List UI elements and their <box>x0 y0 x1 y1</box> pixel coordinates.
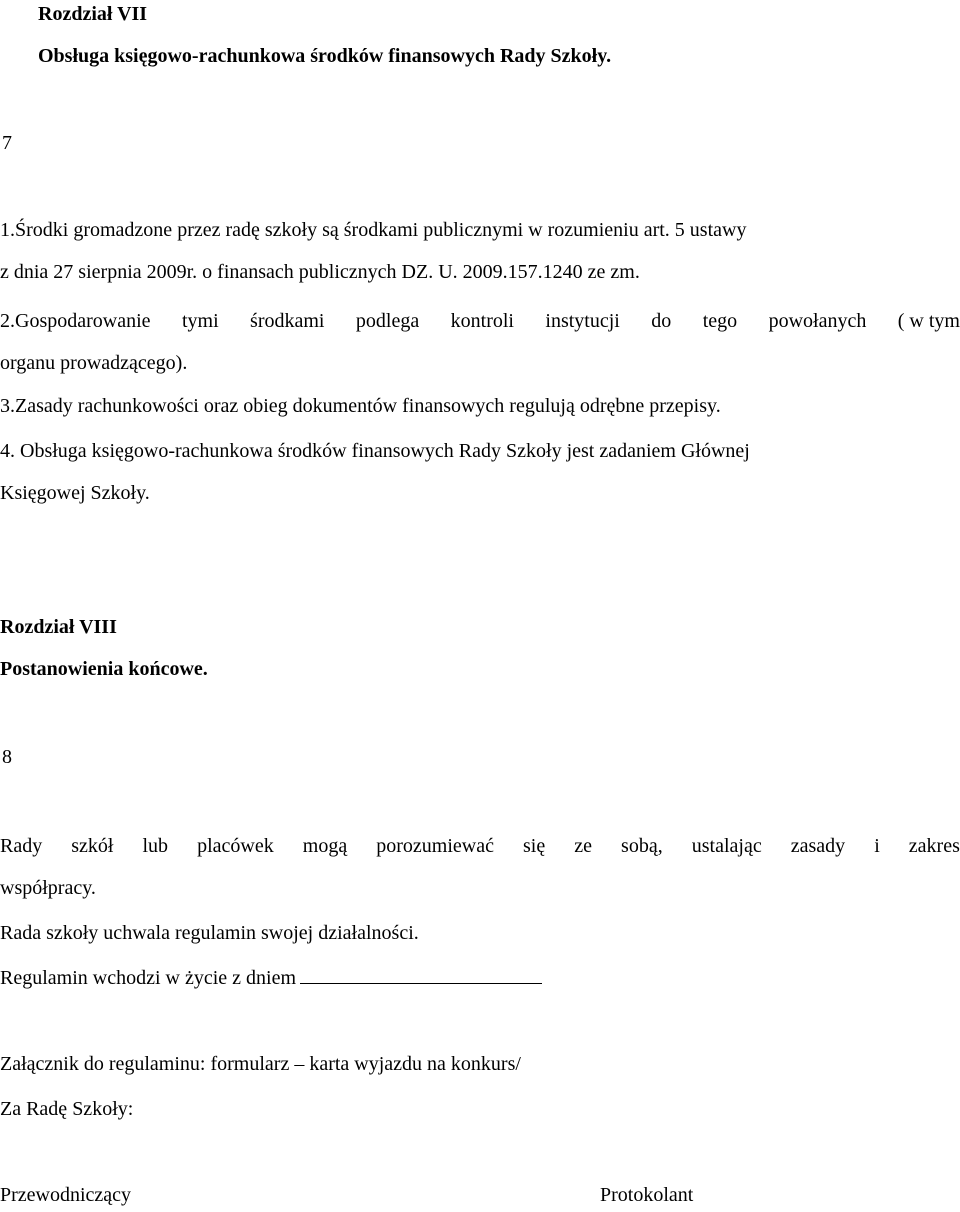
effective-date-blank-line <box>300 965 542 984</box>
word: Rady <box>0 835 43 857</box>
word: i <box>874 835 880 857</box>
section-7-mark <box>2 131 12 155</box>
paragraph-8-2: Rada szkoły uchwala regulamin swojej działalności. <box>0 922 419 944</box>
word: środkami <box>250 310 325 332</box>
effective-date-text: Regulamin wchodzi w życie z dniem <box>0 967 297 989</box>
word: szkół <box>71 835 114 857</box>
chapter-8-heading: Rozdział VIII <box>0 616 117 638</box>
section-8-mark <box>2 745 12 769</box>
paragraph-7-2-line-1 <box>0 309 960 333</box>
word: tego <box>702 310 738 332</box>
word: kontroli <box>450 310 514 332</box>
word: mogą <box>302 835 348 857</box>
paragraph-7-4-line-1: 4. Obsługa księgowo-rachunkowa środków finansowych Rady Szkoły jest zadaniem Głównej <box>0 440 750 462</box>
paragraph-7-2-line-2: organu prowadzącego). <box>0 352 188 374</box>
word: ze <box>574 835 593 857</box>
paragraph-8-1-line-1 <box>0 834 960 858</box>
word: placówek <box>197 835 274 857</box>
chapter-7-heading: Rozdział VII <box>38 3 148 25</box>
word: instytucji <box>545 310 620 332</box>
chair-signature-label: Przewodniczący <box>0 1184 132 1206</box>
recorder-signature-label: Protokolant <box>600 1184 694 1206</box>
word: sobą, <box>621 835 663 857</box>
paragraph-7-3: 3.Zasady rachunkowości oraz obieg dokumentów finansowych regulują odrębne przepisy. <box>0 395 721 417</box>
paragraph-7-1-line-2: z dnia 27 sierpnia 2009r. o finansach publicznych DZ. U. 2009.157.1240 ze zm. <box>0 261 640 283</box>
for-council-label: Za Radę Szkoły: <box>0 1098 134 1120</box>
word: powołanych <box>768 310 867 332</box>
chapter-7-title: Obsługa księgowo-rachunkowa środków finansowych Rady Szkoły. <box>38 45 612 67</box>
word: zakres <box>908 835 960 857</box>
word: zasady <box>790 835 846 857</box>
word: ustalając <box>691 835 762 857</box>
word: ( w tym <box>897 310 960 332</box>
paragraph-8-3 <box>0 965 542 990</box>
attachment-note: Załącznik do regulaminu: formularz – karta wyjazdu na konkurs/ <box>0 1053 521 1075</box>
word: porozumiewać <box>376 835 494 857</box>
paragraph-7-1-line-1: 1.Środki gromadzone przez radę szkoły są środkami publicznymi w rozumieniu art. 5 ustawy <box>0 219 747 241</box>
word: podlega <box>355 310 420 332</box>
section-7-number: 7 <box>2 132 12 154</box>
chapter-8-title: Postanowienia końcowe. <box>0 658 208 680</box>
word: lub <box>142 835 169 857</box>
word: do <box>651 310 672 332</box>
word: tymi <box>181 310 219 332</box>
word: 2.Gospodarowanie <box>0 310 151 332</box>
paragraph-7-4-line-2: Księgowej Szkoły. <box>0 482 150 504</box>
paragraph-8-1-line-2: współpracy. <box>0 877 96 899</box>
section-8-number: 8 <box>2 746 12 768</box>
word: się <box>523 835 546 857</box>
